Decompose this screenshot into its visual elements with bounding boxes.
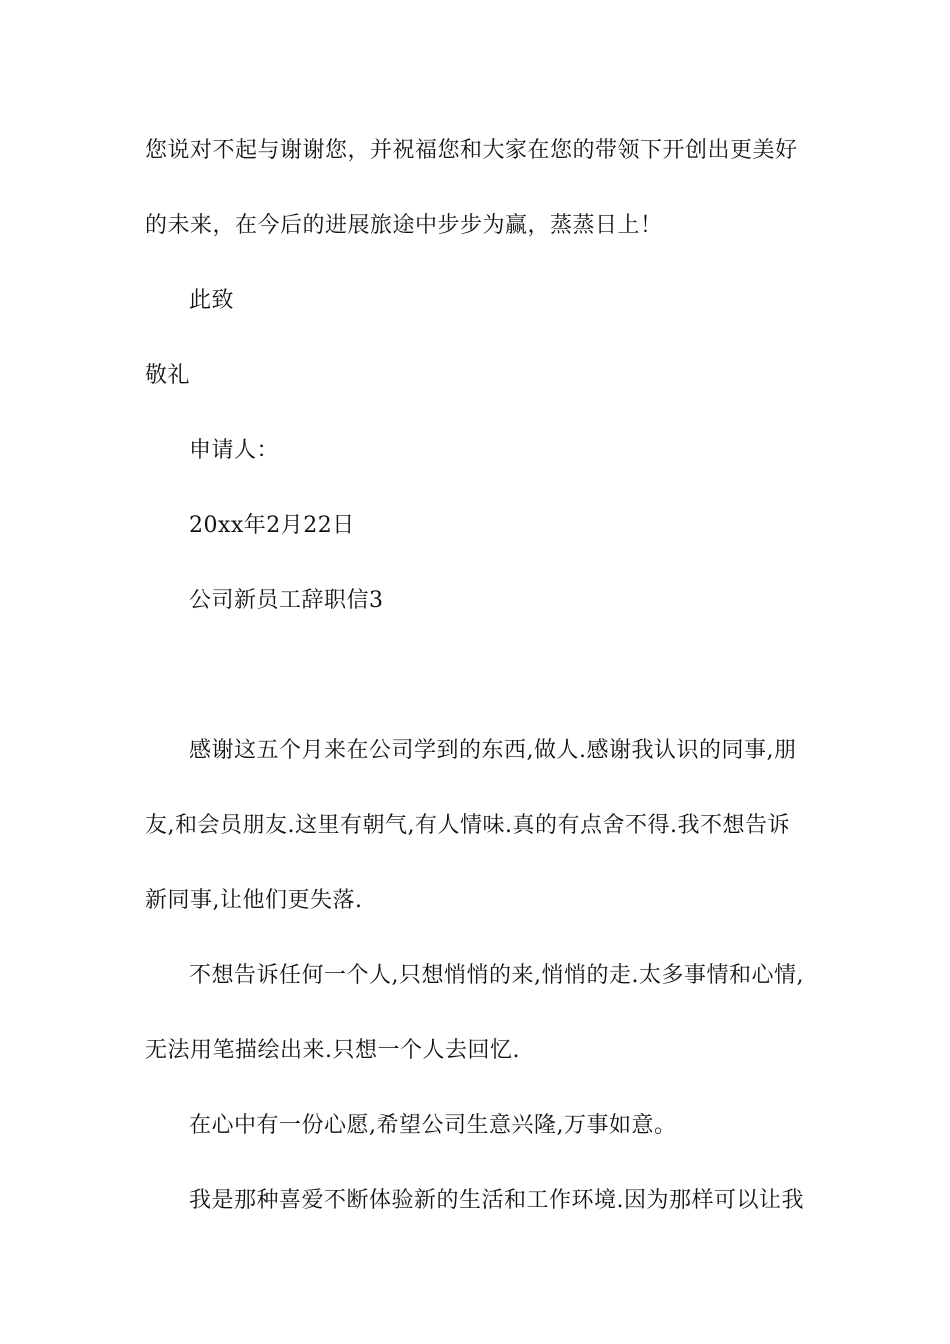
paragraph-line: 的未来，在今后的进展旅途中步步为赢，蒸蒸日上！	[145, 213, 663, 238]
paragraph-line: 您说对不起与谢谢您，并祝福您和大家在您的带领下开创出更美好	[145, 138, 798, 163]
closing-salutation: 此致	[189, 288, 235, 313]
paragraph-line: 新同事,让他们更失落.	[145, 888, 363, 913]
paragraph-line: 在心中有一份心愿,希望公司生意兴隆,万事如意。	[189, 1113, 677, 1138]
section-title: 公司新员工辞职信3	[189, 588, 384, 613]
paragraph-line: 我是那种喜爱不断体验新的生活和工作环境.因为那样可以让我	[189, 1188, 804, 1213]
closing-regards: 敬礼	[145, 363, 191, 388]
letter-date: 20xx年2月22日	[189, 513, 355, 538]
paragraph-line: 不想告诉任何一个人,只想悄悄的来,悄悄的走.太多事情和心情,	[189, 963, 804, 988]
paragraph-line: 感谢这五个月来在公司学到的东西,做人.感谢我认识的同事,朋	[189, 738, 797, 763]
applicant-label: 申请人：	[189, 438, 280, 463]
paragraph-line: 无法用笔描绘出来.只想一个人去回忆.	[145, 1038, 520, 1063]
paragraph-line: 友,和会员朋友.这里有朝气,有人情味.真的有点舍不得.我不想告诉	[145, 813, 790, 838]
